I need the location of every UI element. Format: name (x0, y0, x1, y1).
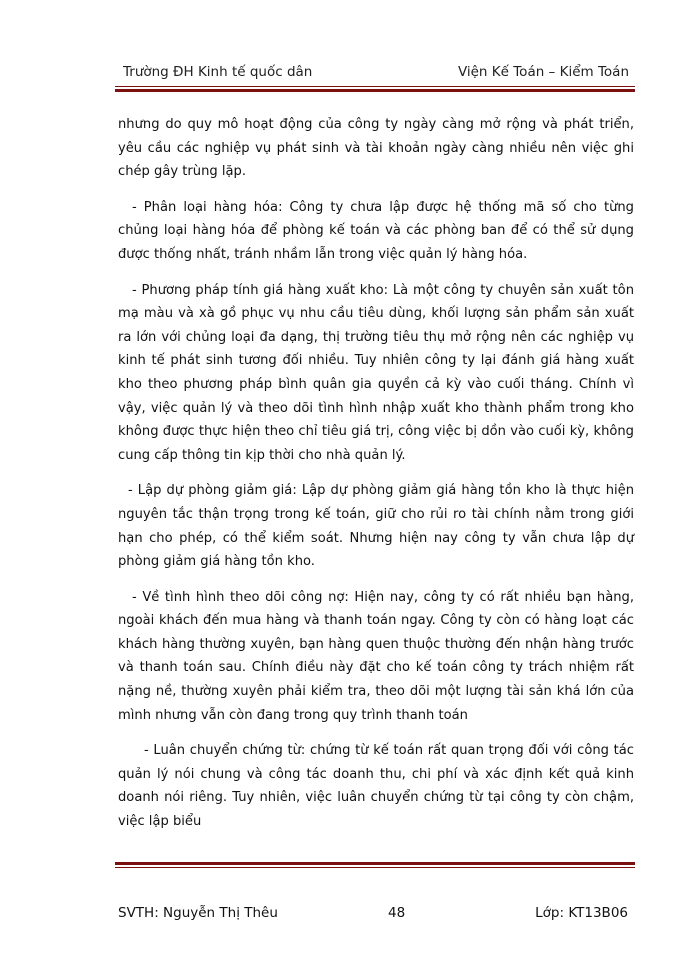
header-rule-thin (115, 86, 635, 87)
paragraph-inventory-valuation: - Phương pháp tính giá hàng xuất kho: Là một công ty chuyên sản xuất tôn mạ màu và xà gồ phục vụ nhu cầu tiêu dùng, khối lượng sản phẩm sản xuất ra lớn với chủng loại đa dạng, thị trường tiêu thụ mở rộng nên các nghiệp vụ kinh tế phát sinh tương đối nhiều. Tuy nhiên công ty lại đánh giá hàng xuất kho theo phương pháp bình quân gia quyền cả kỳ vào cuối tháng. Chính vì vậy, việc quản lý và theo dõi tình hình nhập xuất kho thành phẩm trong kho không được thực hiện theo chỉ tiêu giá trị, công việc bị dồn vào cuối kỳ, không cung cấp thông tin kịp thời cho nhà quản lý. (118, 282, 634, 463)
header-university: Trường ĐH Kinh tế quốc dân (123, 64, 313, 80)
page-footer (118, 905, 634, 925)
footer-rule-thick (115, 862, 635, 865)
paragraph-receivables: - Về tình hình theo dõi công nợ: Hiện nay, công ty có rất nhiều bạn hàng, ngoài khách đến mua hàng và thanh toán ngay. Công ty còn có hàng loạt các khách hàng thường xuyên, bạn hàng quen thuộc thường đến nhận hàng trước và thanh toán sau. Chính điều này đặt cho kế toán công ty trách nhiệm rất nặng nề, thường xuyên phải kiểm tra, theo dõi một lượng tài sản khá lớn của mình nhưng vẫn còn đang trong quy trình thanh toán (118, 589, 634, 723)
header-institute: Viện Kế Toán – Kiểm Toán (457, 64, 629, 80)
paragraph-continuation: nhưng do quy mô hoạt động của công ty ngày càng mở rộng và phát triển, yêu cầu các nghiệp vụ phát sinh và tài khoản ngày càng nhiều nên việc ghi chép gây trùng lặp. (118, 117, 634, 180)
paragraph-document-flow: - Luân chuyển chứng từ: chứng từ kế toán rất quan trọng đối với công tác quản lý nói chung và công tác doanh thu, chi phí và xác định kết quả kinh doanh nói riêng. Tuy nhiên, việc luân chuyển chứng từ tại công ty còn chậm, việc lập biểu (118, 743, 634, 830)
footer-student: SVTH: Nguyễn Thị Thêu (118, 905, 278, 921)
header-rule-thick (115, 89, 635, 92)
footer-rule-thin (115, 867, 635, 868)
footer-class: Lớp: KT13B06 (535, 905, 628, 921)
page-number: 48 (388, 905, 406, 921)
body-text (118, 113, 634, 846)
page-header (115, 62, 635, 84)
paragraph-price-reserve: - Lập dự phòng giảm giá: Lập dự phòng giảm giá hàng tồn kho là thực hiện nguyên tắc thận trọng trong kế toán, giữ cho rủi ro tài chính nằm trong giới hạn cho phép, có thể kiểm soát. Nhưng hiện nay công ty vẫn chưa lập dự phòng giảm giá hàng tồn kho. (118, 483, 634, 570)
paragraph-product-classification: - Phân loại hàng hóa: Công ty chưa lập được hệ thống mã số cho từng chủng loại hàng hóa để phòng kế toán và các phòng ban để có thể sử dụng được thống nhất, tránh nhầm lẫn trong việc quản lý hàng hóa. (118, 199, 634, 262)
